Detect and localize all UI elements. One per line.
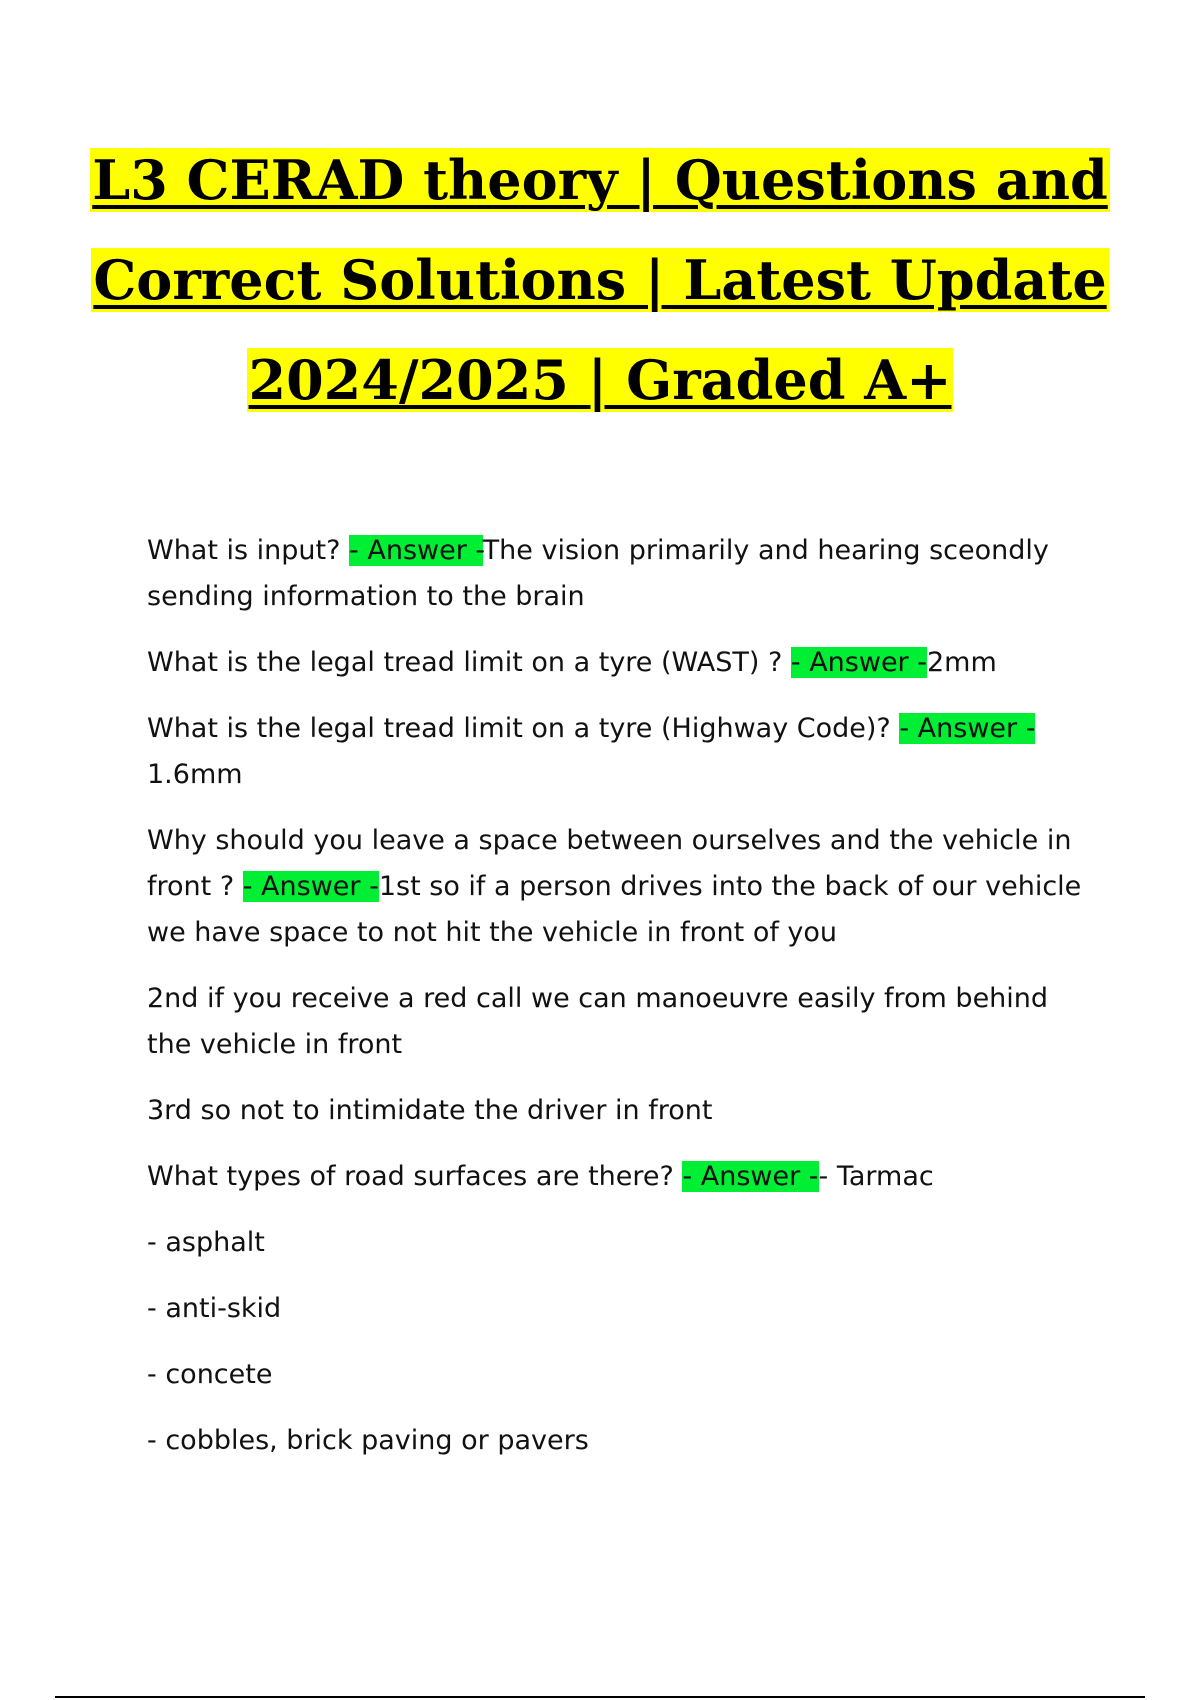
qa-tread-wast [147,640,1087,686]
list-item: - asphalt [147,1227,265,1258]
answer-label: - Answer - [682,1161,819,1192]
list-item: - concete [147,1359,273,1390]
answer-label: - Answer - [349,535,483,566]
answer-text: The vision primarily and hearing sceondly sending information to the brain [147,535,1049,612]
answer-label: - Answer - [242,871,379,902]
qa-road-surfaces [147,1154,1087,1200]
title-line-3: 2024/2025 | Graded A+ [248,348,952,412]
question-text: What is input? [147,535,350,566]
continuation-paragraph: 3rd so not to intimidate the driver in front [147,1095,713,1126]
question-text: What types of road surfaces are there? [147,1161,683,1192]
title-line-2: Correct Solutions | Latest Update [93,248,1107,312]
answer-label: - Answer - [790,647,927,678]
qa-input [147,528,1087,620]
question-text: Why should you leave a space between ourselves and the vehicle in front ? [147,825,1072,902]
qa-following-distance [147,818,1087,956]
answer-text: 1.6mm [147,759,243,790]
qa-tread-highway-code [147,706,1087,798]
document-title [0,130,1200,430]
answer-text: 2mm [927,647,997,678]
answer-text: - Tarmac [818,1161,934,1192]
list-item: - cobbles, brick paving or pavers [147,1425,589,1456]
list-item: - anti-skid [147,1293,282,1324]
question-text: What is the legal tread limit on a tyre (Highway Code)? [147,713,900,744]
answer-text: 1st so if a person drives into the back of our vehicle we have space to not hit the vehicle in front of you [147,871,1082,948]
title-line-1: L3 CERAD theory | Questions and [92,148,1108,212]
question-text: What is the legal tread limit on a tyre (WAST) ? [147,647,791,678]
document-body [147,528,1087,1484]
footer-divider [55,1696,1145,1698]
continuation-paragraph: 2nd if you receive a red call we can manoeuvre easily from behind the vehicle in front [147,983,1049,1060]
answer-label: - Answer - [899,713,1036,744]
